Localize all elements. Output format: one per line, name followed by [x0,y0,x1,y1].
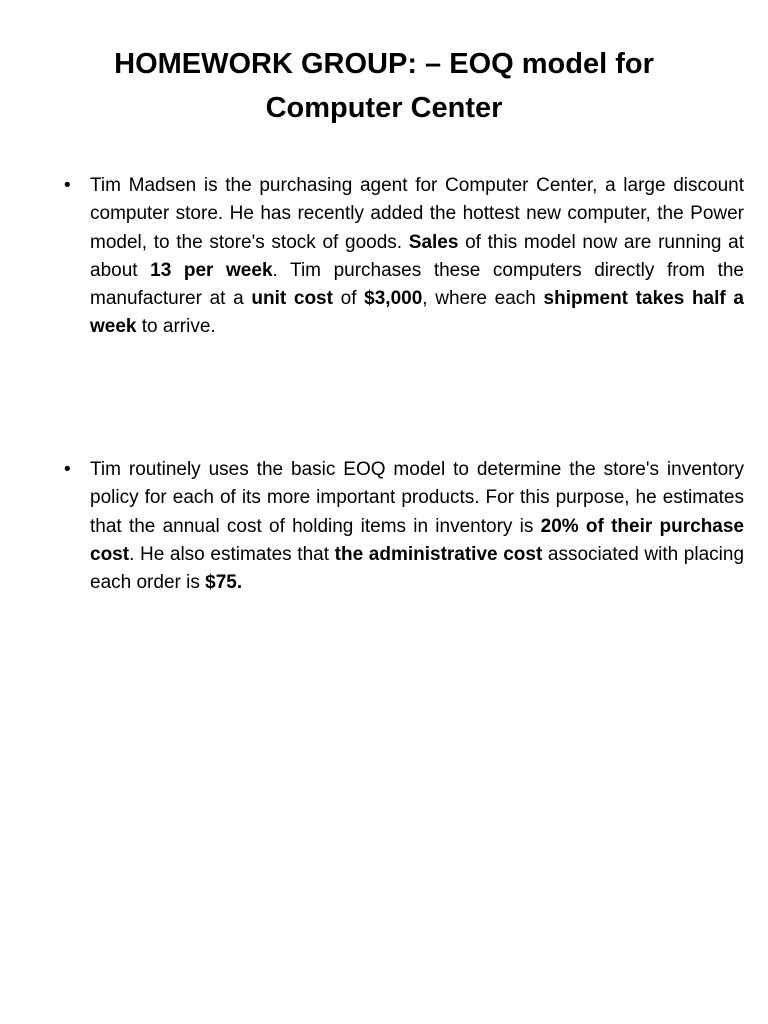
text-segment-bold: 13 per week [150,259,273,281]
text-segment: . Tim purchases these computers directly from the manufacturer at a [90,259,744,310]
text-segment-bold: shipment takes half a week [90,288,744,338]
text-segment: to arrive. [136,316,216,338]
text-segment: , where each [422,288,544,310]
bullet-item-2 [64,456,744,597]
text-segment-bold: $75. [205,572,243,594]
text-segment-bold: unit cost [251,288,333,310]
bullet-icon: • [64,459,71,480]
bullet-icon: • [64,175,71,196]
title-line-1: HOMEWORK GROUP: – EOQ model for [114,48,654,80]
text-segment-bold: Sales [408,231,459,253]
text-segment-bold: the administrative cost [334,543,543,565]
page-title [40,42,728,130]
text-segment: of [332,288,365,310]
bullet-text-2 [90,456,744,597]
text-segment: Tim routinely uses the basic EOQ model to determine the store's inventory policy for each of its more important products. For this purpose, he estimates that the annual cost of holding items in inventory is [90,459,744,537]
bullet-item-1 [64,172,744,342]
text-segment: associated with placing each order is [90,543,745,594]
text-segment-bold: 20% of their purchase cost [90,515,745,565]
text-segment: of this model now are running at about [90,231,744,281]
text-segment-bold: $3,000 [364,288,423,310]
text-segment: Tim Madsen is the purchasing agent for Computer Center, a large discount computer store. He has recently added the hottest new computer, the Power model, to the store's stock of goods. [90,175,744,253]
text-segment: . He also estimates that [129,543,335,565]
bullet-text-1 [90,172,744,342]
title-line-2: Computer Center [265,92,503,124]
